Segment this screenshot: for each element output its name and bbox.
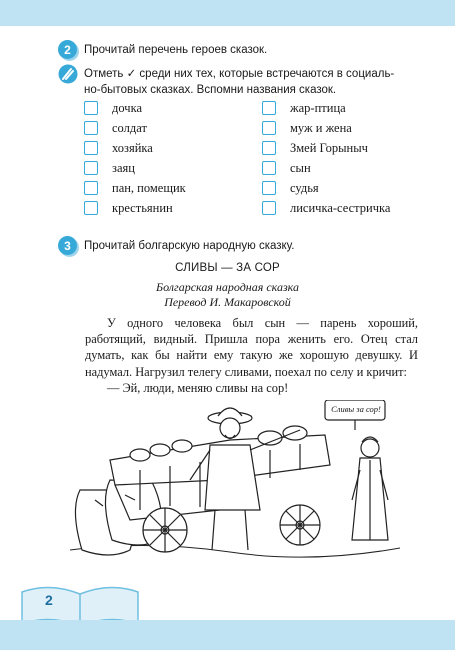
task-number: 2 [64,42,71,57]
hero-label: солдат [112,120,147,135]
hero-checkbox[interactable] [84,141,98,155]
hero-label: дочка [112,100,143,115]
top-band [0,0,455,26]
hero-item [84,178,186,198]
hero-item [84,158,186,178]
hero-item [262,118,390,138]
hero-checkbox[interactable] [262,141,276,155]
sign-text: Сливы за сор! [331,404,381,414]
page-number: 2 [45,592,53,608]
hero-label: хозяйка [112,140,153,155]
hero-item [262,98,390,118]
hero-checkbox[interactable] [262,101,276,115]
hero-checkbox[interactable] [84,161,98,175]
task-number-badge [58,236,77,255]
hero-checkbox[interactable] [84,121,98,135]
hero-label: жар-птица [290,100,346,115]
hero-checkbox[interactable] [262,121,276,135]
hero-checkbox[interactable] [84,101,98,115]
story-illustration [70,400,400,585]
hero-label: крестьянин [112,200,173,215]
hero-label: муж и жена [290,120,352,135]
story-paragraph: У одного человека был сын — парень хороший, работящий, видный. Пришла пора женить его. Отец стал думать, как бы найти ему такую же хорошую девушку. И надумал. Нагрузил телегу сливами, поехал по селу и кричит: [85,316,418,379]
hero-item [84,98,186,118]
hero-checkbox[interactable] [262,181,276,195]
hero-label: Змей Горыныч [290,140,368,155]
hero-checkbox[interactable] [262,201,276,215]
task-instruction: Прочитай болгарскую народную сказку. [84,240,295,252]
task-instruction-extra [84,66,394,98]
instruction-line-2: но-бытовых сказках. Вспомни названия сказок. [84,84,337,96]
hero-label: лисичка-сестричка [290,200,391,215]
hero-item [262,198,390,218]
hero-item [84,198,186,218]
hero-item [84,118,186,138]
story-body [85,315,418,396]
hero-checkbox[interactable] [84,181,98,195]
story-subtitle: Болгарская народная сказка [156,280,299,294]
task-number: 3 [64,238,71,253]
hero-checkbox[interactable] [262,161,276,175]
instruction-line-1: Отметь ✓ среди них тех, которые встречаются в социаль- [84,68,395,80]
hero-label: сын [290,160,311,175]
bottom-band [0,620,455,650]
hero-item [262,158,390,178]
pencil-icon [58,64,78,89]
hero-item [84,138,186,158]
hero-label: заяц [112,160,135,175]
hero-item [262,178,390,198]
story-title: СЛИВЫ — ЗА СОР [175,262,280,274]
hero-label: пан, помещик [112,180,186,195]
heroes-list-left [84,98,186,218]
hero-item [262,138,390,158]
story-translator: Перевод И. Макаровской [164,295,291,309]
hero-label: судья [290,180,319,195]
heroes-list-right [262,98,390,218]
task-instruction: Прочитай перечень героев сказок. [84,44,268,56]
hero-checkbox[interactable] [84,201,98,215]
task-number-badge [58,40,77,59]
story-dialog: — Эй, люди, меняю сливы на сор! [107,380,289,395]
